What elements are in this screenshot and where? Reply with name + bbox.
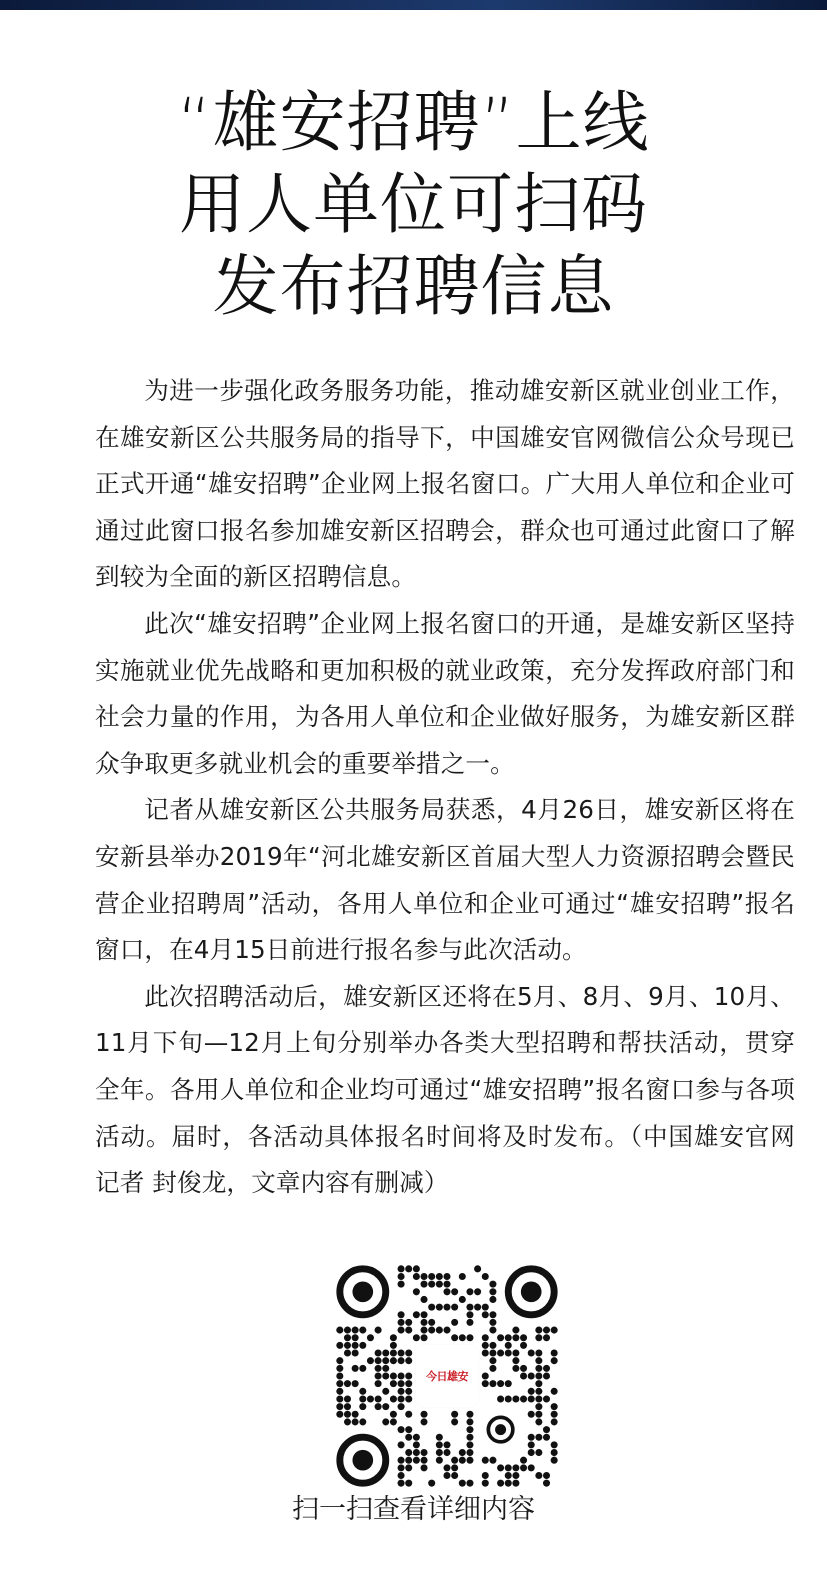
qr-module <box>528 1395 535 1402</box>
qr-module <box>489 1357 496 1364</box>
qr-module <box>428 1304 435 1311</box>
qr-module <box>382 1388 389 1395</box>
qr-module <box>421 1334 428 1341</box>
qr-module <box>543 1334 550 1341</box>
qr-module <box>535 1395 542 1402</box>
qr-module <box>535 1380 542 1387</box>
qr-module <box>535 1388 542 1395</box>
qr-module <box>436 1327 443 1334</box>
qr-module <box>482 1457 489 1464</box>
qr-module <box>336 1372 343 1379</box>
qr-module <box>482 1311 489 1318</box>
qr-module <box>413 1311 420 1318</box>
qr-module <box>390 1334 397 1341</box>
qr-module <box>528 1411 535 1418</box>
qr-module <box>398 1426 405 1433</box>
qr-module <box>359 1327 366 1334</box>
headline-line-3: 发布招聘信息 <box>212 248 615 325</box>
qr-module <box>520 1464 527 1471</box>
qr-module <box>421 1411 428 1418</box>
qr-module <box>405 1319 412 1326</box>
qr-module <box>405 1411 412 1418</box>
qr-module <box>497 1350 504 1357</box>
qr-module <box>421 1449 428 1456</box>
qr-module <box>482 1273 489 1280</box>
qr-module <box>512 1365 519 1372</box>
qr-module <box>489 1281 496 1288</box>
qr-module <box>405 1457 412 1464</box>
qr-module <box>451 1418 458 1425</box>
qr-module <box>505 1480 512 1487</box>
qr-module <box>405 1395 412 1402</box>
qr-module <box>405 1426 412 1433</box>
qr-module <box>474 1288 481 1295</box>
qr-module <box>359 1388 366 1395</box>
qr-module <box>390 1342 397 1349</box>
qr-module <box>382 1403 389 1410</box>
qr-module <box>359 1365 366 1372</box>
qr-module <box>512 1464 519 1471</box>
article-paragraph-3: 记者从雄安新区公共服务局获悉，4月26日，雄安新区将在安新县举办2019年“河北雄安新区首届大型人力资源招聘会暨民营企业招聘周”活动，各用人单位和企业可通过“雄安招聘”报名窗口，在4月15日前进行报名参与此次活动。 <box>95 795 795 965</box>
qr-module <box>413 1273 420 1280</box>
qr-module <box>497 1480 504 1487</box>
qr-module <box>543 1434 550 1441</box>
qr-module <box>543 1365 550 1372</box>
qr-module <box>535 1411 542 1418</box>
qr-module <box>535 1403 542 1410</box>
qr-module <box>390 1411 397 1418</box>
qr-module <box>466 1441 473 1448</box>
qr-module <box>405 1327 412 1334</box>
qr-module <box>382 1418 389 1425</box>
qr-module <box>336 1380 343 1387</box>
qr-module <box>466 1304 473 1311</box>
qr-module <box>421 1311 428 1318</box>
qr-module <box>367 1334 374 1341</box>
qr-module <box>375 1395 382 1402</box>
qr-module <box>520 1457 527 1464</box>
qr-module <box>451 1411 458 1418</box>
qr-module <box>398 1441 405 1448</box>
qr-module <box>344 1418 351 1425</box>
qr-module <box>551 1457 558 1464</box>
qr-module <box>405 1480 412 1487</box>
qr-module <box>336 1365 343 1372</box>
qr-module <box>375 1403 382 1410</box>
qr-logo-text: 今日雄安 <box>426 1370 468 1383</box>
qr-module <box>512 1480 519 1487</box>
article-paragraph-1: 为进一步强化政务服务功能，推动雄安新区就业创业工作，在雄安新区公共服务局的指导下，中国雄安官网微信公众号现已正式开通“雄安招聘”企业网上报名窗口。广大用人单位和企业可通过此窗口报名参加雄安新区招聘会，群众也可通过此窗口了解到较为全面的新区招聘信息。 <box>95 376 795 592</box>
qr-module <box>459 1334 466 1341</box>
qr-module <box>344 1403 351 1410</box>
qr-module <box>375 1372 382 1379</box>
qr-module <box>352 1327 359 1334</box>
qr-module <box>398 1350 405 1357</box>
qr-module <box>390 1418 397 1425</box>
qr-module <box>512 1472 519 1479</box>
qr-module <box>482 1472 489 1479</box>
qr-module <box>421 1327 428 1334</box>
qr-module <box>482 1380 489 1387</box>
qr-module <box>520 1334 527 1341</box>
qr-module <box>352 1342 359 1349</box>
qr-module <box>390 1380 397 1387</box>
qr-module <box>489 1350 496 1357</box>
qr-module <box>482 1304 489 1311</box>
qr-module <box>551 1357 558 1364</box>
qr-module <box>352 1380 359 1387</box>
qr-module <box>474 1265 481 1272</box>
qr-module <box>390 1357 397 1364</box>
qr-module <box>421 1319 428 1326</box>
qr-module <box>413 1449 420 1456</box>
qr-module <box>466 1311 473 1318</box>
qr-finder-top-left-center <box>352 1281 373 1302</box>
qr-module <box>535 1334 542 1341</box>
qr-module <box>551 1350 558 1357</box>
qr-module <box>382 1350 389 1357</box>
qr-module <box>535 1449 542 1456</box>
qr-module <box>405 1357 412 1364</box>
qr-module <box>482 1342 489 1349</box>
qr-module <box>421 1273 428 1280</box>
qr-module <box>398 1380 405 1387</box>
qr-module <box>413 1441 420 1448</box>
qr-module <box>543 1480 550 1487</box>
headline <box>0 82 827 328</box>
qr-module <box>336 1411 343 1418</box>
qr-module <box>459 1457 466 1464</box>
qr-module <box>443 1281 450 1288</box>
qr-module <box>344 1327 351 1334</box>
qr-module <box>398 1372 405 1379</box>
qr-module <box>543 1395 550 1402</box>
qr-module <box>535 1372 542 1379</box>
qr-module <box>443 1288 450 1295</box>
qr-module <box>359 1403 366 1410</box>
qr-module <box>489 1327 496 1334</box>
qr-module <box>421 1464 428 1471</box>
qr-module <box>489 1296 496 1303</box>
qr-module <box>528 1441 535 1448</box>
qr-finder-bottom-left-center <box>352 1450 373 1471</box>
qr-module <box>359 1395 366 1402</box>
qr-module <box>466 1434 473 1441</box>
qr-module <box>482 1372 489 1379</box>
qr-module <box>405 1265 412 1272</box>
qr-module <box>428 1319 435 1326</box>
qr-module <box>528 1449 535 1456</box>
qr-module <box>466 1418 473 1425</box>
qr-module <box>489 1380 496 1387</box>
qr-module <box>436 1304 443 1311</box>
qr-module <box>382 1372 389 1379</box>
qr-module <box>398 1311 405 1318</box>
qr-module <box>344 1334 351 1341</box>
qr-module <box>413 1334 420 1341</box>
qr-module <box>535 1434 542 1441</box>
qr-module <box>398 1265 405 1272</box>
qr-module <box>398 1319 405 1326</box>
qr-module <box>405 1434 412 1441</box>
qr-module <box>336 1357 343 1364</box>
qr-module <box>375 1380 382 1387</box>
qr-caption: 扫一扫查看详细内容 <box>292 1494 535 1525</box>
qr-module <box>551 1449 558 1456</box>
qr-module <box>436 1457 443 1464</box>
qr-module <box>489 1342 496 1349</box>
qr-module <box>405 1464 412 1471</box>
qr-module <box>512 1395 519 1402</box>
qr-module <box>489 1311 496 1318</box>
qr-module <box>505 1342 512 1349</box>
qr-module <box>466 1288 473 1295</box>
qr-module <box>367 1357 374 1364</box>
qr-module <box>405 1350 412 1357</box>
qr-module <box>398 1388 405 1395</box>
qr-module <box>451 1334 458 1341</box>
qr-module <box>398 1403 405 1410</box>
qr-module <box>466 1426 473 1433</box>
qr-module <box>375 1357 382 1364</box>
article-paragraph-2: 此次“雄安招聘”企业网上报名窗口的开通，是雄安新区坚持实施就业优先战略和更加积极的就业政策，充分发挥政府部门和社会力量的作用，为各用人单位和企业做好服务，为雄安新区群众争取更多就业机会的重要举措之一。 <box>95 608 795 778</box>
qr-module <box>398 1273 405 1280</box>
qr-module <box>413 1434 420 1441</box>
qr-module <box>436 1449 443 1456</box>
qr-module <box>390 1350 397 1357</box>
qr-module <box>428 1327 435 1334</box>
qr-module <box>398 1464 405 1471</box>
qr-module <box>535 1357 542 1364</box>
qr-module <box>489 1365 496 1372</box>
qr-module <box>398 1480 405 1487</box>
qr-center-logo <box>419 1348 475 1404</box>
qr-module <box>505 1395 512 1402</box>
qr-module <box>459 1273 466 1280</box>
top-banner-bar <box>0 0 827 10</box>
qr-module <box>489 1319 496 1326</box>
qr-module <box>405 1380 412 1387</box>
qr-module <box>512 1350 519 1357</box>
qr-module <box>474 1304 481 1311</box>
qr-module <box>497 1464 504 1471</box>
qr-module <box>528 1464 535 1471</box>
qr-module <box>459 1449 466 1456</box>
qr-module <box>413 1457 420 1464</box>
qr-module <box>375 1350 382 1357</box>
qr-module <box>375 1365 382 1372</box>
qr-module <box>512 1327 519 1334</box>
qr-module <box>451 1464 458 1471</box>
qr-module <box>405 1388 412 1395</box>
qr-module <box>344 1350 351 1357</box>
qr-module <box>543 1327 550 1334</box>
qr-finder-top-right-center <box>521 1281 542 1302</box>
qr-module <box>398 1395 405 1402</box>
qr-module <box>390 1372 397 1379</box>
qr-module <box>466 1449 473 1456</box>
qr-module <box>535 1365 542 1372</box>
qr-module <box>497 1334 504 1341</box>
qr-module <box>528 1350 535 1357</box>
qr-module <box>398 1281 405 1288</box>
qr-module <box>497 1380 504 1387</box>
qr-module <box>443 1304 450 1311</box>
qr-module <box>466 1334 473 1341</box>
qr-module <box>359 1418 366 1425</box>
qr-module <box>466 1480 473 1487</box>
qr-module <box>520 1342 527 1349</box>
qr-module <box>336 1388 343 1395</box>
qr-module <box>398 1472 405 1479</box>
qr-module <box>528 1372 535 1379</box>
qr-module <box>505 1334 512 1341</box>
qr-module <box>443 1472 450 1479</box>
qr-module <box>443 1327 450 1334</box>
qr-module <box>451 1304 458 1311</box>
qr-module <box>375 1327 382 1334</box>
qr-module <box>551 1441 558 1448</box>
qr-module <box>551 1327 558 1334</box>
qr-module <box>344 1395 351 1402</box>
qr-module <box>398 1327 405 1334</box>
qr-module <box>344 1380 351 1387</box>
qr-module <box>352 1365 359 1372</box>
qr-module <box>421 1281 428 1288</box>
qr-module <box>482 1334 489 1341</box>
qr-module <box>428 1480 435 1487</box>
qr-module <box>443 1441 450 1448</box>
qr-module <box>344 1342 351 1349</box>
qr-module <box>428 1273 435 1280</box>
article-body <box>95 368 795 1207</box>
qr-module <box>543 1372 550 1379</box>
qr-module <box>482 1480 489 1487</box>
qr-module <box>551 1411 558 1418</box>
qr-module <box>436 1441 443 1448</box>
qr-module <box>543 1426 550 1433</box>
qr-module <box>336 1403 343 1410</box>
qr-module <box>359 1342 366 1349</box>
qr-module <box>443 1464 450 1471</box>
qr-module <box>512 1334 519 1341</box>
qr-module <box>336 1342 343 1349</box>
qr-module <box>520 1372 527 1379</box>
qr-module <box>382 1357 389 1364</box>
qr-module <box>413 1265 420 1272</box>
qr-module <box>382 1365 389 1372</box>
headline-line-1: “雄安招聘”上线 <box>177 84 650 161</box>
qr-module <box>443 1273 450 1280</box>
qr-module <box>336 1395 343 1402</box>
qr-module <box>443 1449 450 1456</box>
qr-module <box>512 1357 519 1364</box>
qr-module <box>421 1418 428 1425</box>
qr-module <box>528 1434 535 1441</box>
qr-module <box>459 1480 466 1487</box>
qr-module <box>466 1319 473 1326</box>
qr-module <box>535 1472 542 1479</box>
qr-module <box>466 1457 473 1464</box>
qr-module <box>336 1327 343 1334</box>
headline-line-2: 用人单位可扫码 <box>179 166 648 243</box>
qr-module <box>535 1327 542 1334</box>
qr-module <box>520 1365 527 1372</box>
qr-module <box>551 1388 558 1395</box>
qr-module <box>535 1418 542 1425</box>
qr-module <box>451 1288 458 1295</box>
qr-module <box>352 1411 359 1418</box>
qr-module <box>352 1334 359 1341</box>
qr-module <box>489 1457 496 1464</box>
qr-module <box>505 1464 512 1471</box>
qr-module <box>413 1288 420 1295</box>
qr-module <box>451 1457 458 1464</box>
qr-module <box>543 1472 550 1479</box>
qr-module <box>505 1380 512 1387</box>
qr-module <box>428 1281 435 1288</box>
qr-module <box>352 1350 359 1357</box>
qr-module <box>505 1350 512 1357</box>
qr-module <box>398 1357 405 1364</box>
qr-module <box>551 1418 558 1425</box>
qr-module <box>489 1288 496 1295</box>
qr-module <box>436 1434 443 1441</box>
qr-module <box>505 1472 512 1479</box>
qr-code-icon[interactable] <box>336 1265 558 1487</box>
qr-alignment-center <box>495 1424 506 1435</box>
qr-module <box>466 1411 473 1418</box>
qr-module <box>436 1273 443 1280</box>
qr-module <box>367 1395 374 1402</box>
qr-module <box>390 1395 397 1402</box>
qr-module <box>405 1372 412 1379</box>
qr-module <box>482 1350 489 1357</box>
qr-module <box>451 1472 458 1479</box>
qr-module <box>520 1395 527 1402</box>
qr-module <box>398 1457 405 1464</box>
qr-module <box>551 1403 558 1410</box>
article-paragraph-4: 此次招聘活动后，雄安新区还将在5月、8月、9月、10月、11月下旬—12月上旬分别举办各类大型招聘和帮扶活动，贯穿全年。各用人单位和企业均可通过“雄安招聘”报名窗口参与各项活动。届时，各活动具体报名时间将及时发布。（中国雄安官网记者 封俊龙，文章内容有删减） <box>95 981 795 1198</box>
qr-module <box>352 1418 359 1425</box>
qr-module <box>459 1296 466 1303</box>
qr-module <box>528 1388 535 1395</box>
qr-module <box>421 1296 428 1303</box>
qr-module <box>451 1319 458 1326</box>
qr-module <box>497 1395 504 1402</box>
qr-module <box>405 1449 412 1456</box>
qr-module <box>421 1457 428 1464</box>
qr-module <box>436 1281 443 1288</box>
qr-module <box>535 1350 542 1357</box>
qr-module <box>344 1411 351 1418</box>
